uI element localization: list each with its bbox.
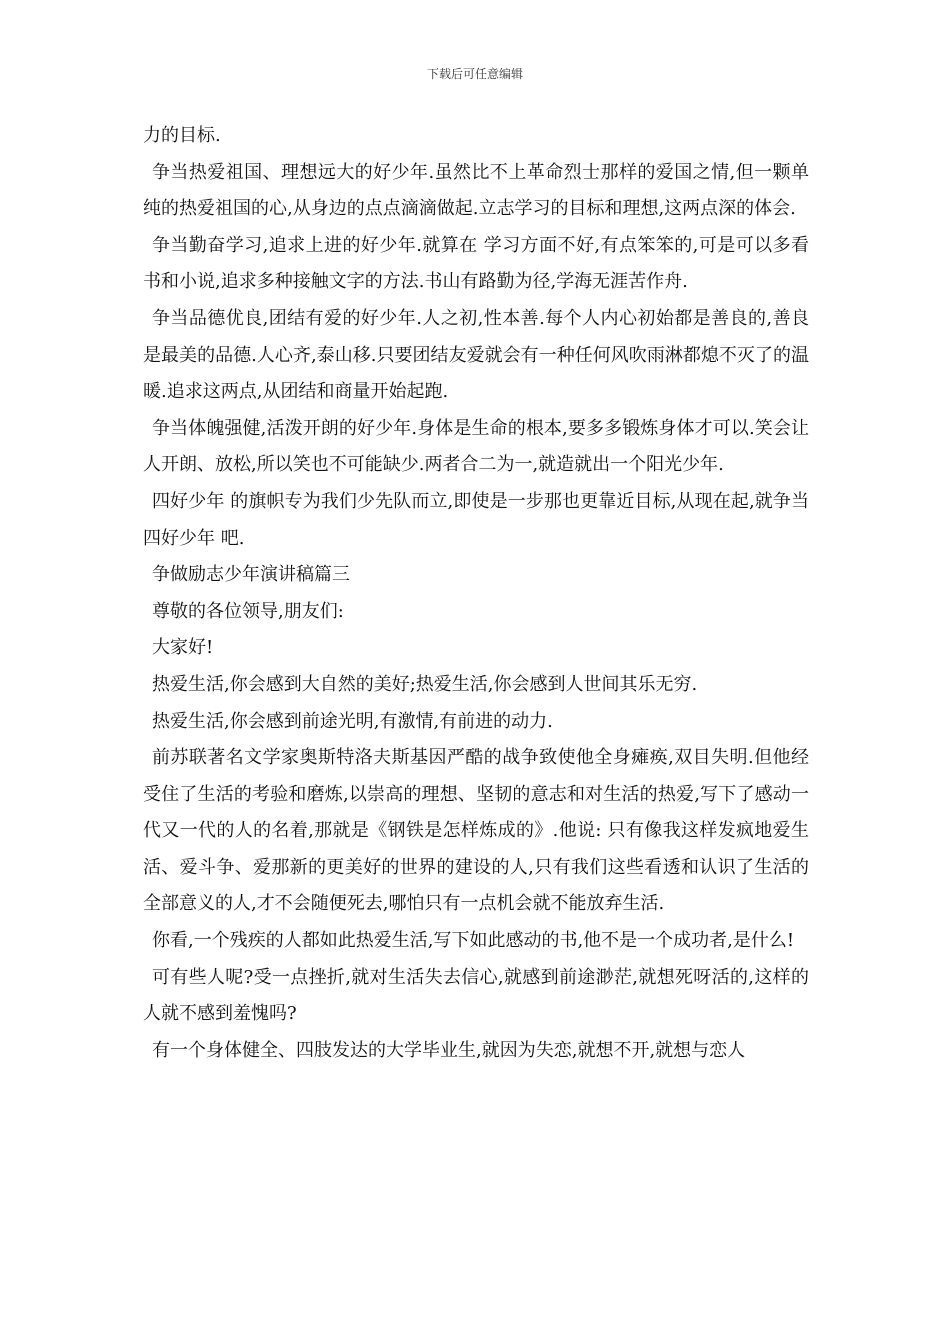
paragraph: 有一个身体健全、四肢发达的大学毕业生,就因为失恋,就想不开,就想与恋人	[152, 1039, 746, 1061]
document-body	[143, 118, 809, 1069]
paragraph: 力的目标.	[143, 125, 221, 146]
salutation: 尊敬的各位领导,朋友们:	[152, 600, 344, 622]
paragraph: 四好少年 的旗帜专为我们少先队而立,即使是一步那也更靠近目标,从现在起,就争当 四好少年 吧.	[143, 490, 809, 549]
paragraph: 争当勤奋学习,追求上进的好少年.就算在 学习方面不好,有点笨笨的,可是可以多看书和小说,追求多种接触文字的方法.书山有路勤为径,学海无涯苦作舟.	[143, 234, 809, 293]
paragraph: 争当体魄强健,活泼开朗的好少年.身体是生命的根本,要多多锻炼身体才可以.笑会让人开朗、放松,所以笑也不可能缺少.两者合二为一,就造就出一个阳光少年.	[143, 417, 809, 476]
paragraph: 前苏联著名文学家奥斯特洛夫斯基因严酷的战争致使他全身瘫痪,双目失明.但他经受住了生活的考验和磨炼,以崇高的理想、坚韧的意志和对生活的热爱,写下了感动一代又一代的人的名着,那就是《钢铁是怎样炼成的》.他说: 只有像我这样发疯地爱生活、爱斗争、爱那新的更美好的世界的建设的人,只有我们这些看透和认识了生活的全部意义的人,才不会随便死去,哪怕只有一点机会就不能放弃生活.	[143, 747, 809, 915]
page-header-note: 下载后可任意编辑	[426, 67, 523, 81]
section-title: 争做励志少年演讲稿篇三	[152, 564, 350, 586]
paragraph: 你看,一个残疾的人都如此热爱生活,写下如此感动的书,他不是一个成功者,是什么!	[152, 930, 795, 952]
paragraph: 可有些人呢?受一点挫折,就对生活失去信心,就感到前途渺茫,就想死呀活的,这样的人就不感到羞愧吗?	[143, 966, 809, 1025]
greeting: 大家好!	[152, 637, 214, 659]
paragraph: 争当热爱祖国、理想远大的好少年.虽然比不上革命烈士那样的爱国之情,但一颗单纯的热爱祖国的心,从身边的点点滴滴做起.立志学习的目标和理想,这两点深的体会.	[143, 161, 809, 220]
paragraph: 热爱生活,你会感到大自然的美好;热爱生活,你会感到人世间其乐无穷.	[152, 673, 698, 695]
paragraph: 热爱生活,你会感到前途光明,有激情,有前进的动力.	[152, 710, 553, 732]
paragraph: 争当品德优良,团结有爱的好少年.人之初,性本善.每个人内心初始都是善良的,善良是最美的品德.人心齐,泰山移.只要团结友爱就会有一种任何风吹雨淋都熄不灭了的温暖.追求这两点,从团结和商量开始起跑.	[143, 307, 809, 403]
